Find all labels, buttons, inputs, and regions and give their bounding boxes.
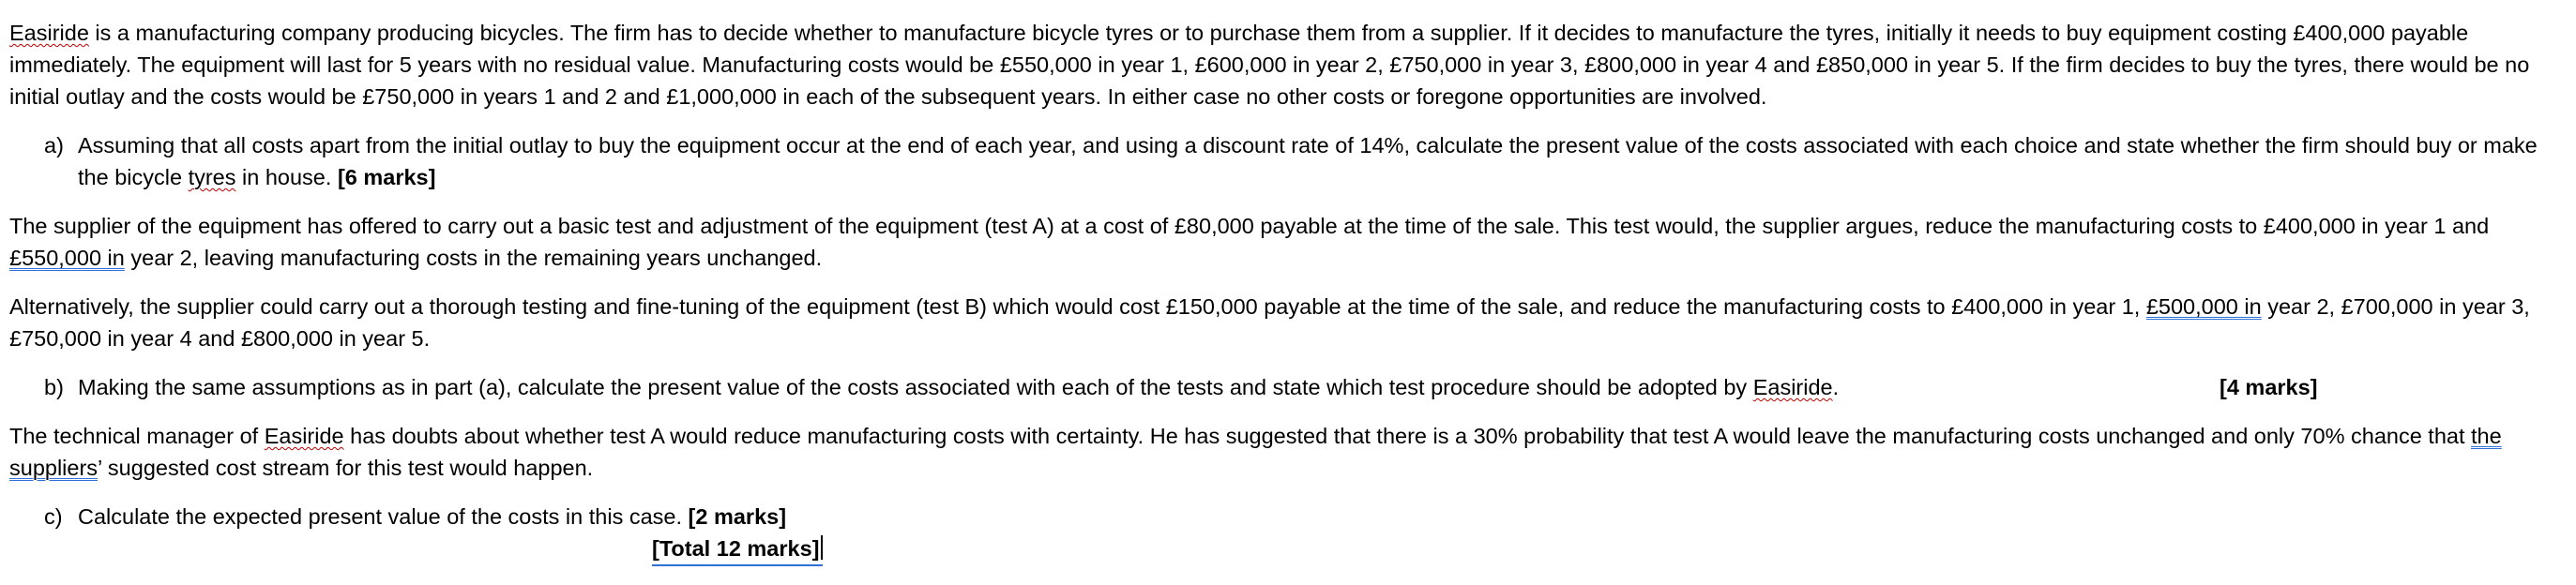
spelling-flag-tyres: tyres: [188, 165, 236, 189]
test-b-paragraph: [9, 291, 2570, 354]
question-c-text-body: Calculate the expected present value of the costs in this case.: [78, 504, 689, 529]
total-marks-line: [9, 532, 2570, 564]
total-marks-text: [Total 12 marks]: [652, 536, 820, 561]
grammar-flag-500000: £500,000 in: [2145, 294, 2262, 319]
question-c: [9, 501, 2570, 532]
question-a-text-start: Assuming that all costs apart from the initial outlay to buy the equipment occur at the end of each year, and using a discount rate of 14%, calculate the present value of the costs associated with each choice and state whether the firm should buy or make the bicycle: [78, 133, 2538, 189]
question-c-marks: [2 marks]: [688, 504, 787, 529]
company-name: Easiride: [9, 21, 89, 45]
question-a-text: [78, 129, 2570, 193]
question-a: [9, 129, 2570, 193]
question-a-label: a): [44, 133, 64, 158]
question-c-label: c): [44, 504, 63, 529]
manager-text-middle: has doubts about whether test A would reduce manufacturing costs with certainty. He has suggested that there is a 30% probability that test A would leave the manufacturing costs unchanged and only 70% chance that: [343, 424, 2472, 448]
text-cursor: [821, 535, 823, 560]
question-c-text: [78, 501, 2570, 532]
manager-text-end: ’ suggested cost stream for this test would happen.: [98, 456, 594, 480]
question-a-marks: [6 marks]: [337, 165, 436, 189]
intro-text: is a manufacturing company producing bicycles. The firm has to decide whether to manufacture bicycle tyres or to purchase them from a supplier. If it decides to manufacture the tyres, initially it needs to buy equipment costing £400,000 payable immediately. The equipment will last for 5 years with no residual value. Manufacturing costs would be £550,000 in year 1, £600,000 in year 2, £750,000 in year 3, £800,000 in year 4 and £850,000 in year 5. If the firm decides to buy the tyres, there would be no initial outlay and the costs would be £750,000 in years 1 and 2 and £1,000,000 in each of the subsequent years. In either case no other costs or foregone opportunities are involved.: [9, 21, 2530, 109]
question-b: [9, 371, 2570, 403]
question-b-text: [78, 371, 2570, 403]
test-a-paragraph: [9, 210, 2570, 274]
test-a-text-start: The supplier of the equipment has offered to carry out a basic test and adjustment of the equipment (test A) at a cost of £80,000 payable at the time of the sale. This test would, the supplier argues, reduce the manufacturing costs to £400,000 in year 1 and: [9, 214, 2490, 238]
question-b-text-end: .: [1832, 375, 1840, 399]
test-a-text-end: year 2, leaving manufacturing costs in the remaining years unchanged.: [124, 246, 823, 270]
grammar-flag-550000: £550,000 in: [9, 246, 125, 270]
company-name: Easiride: [1752, 375, 1833, 399]
intro-paragraph: [9, 17, 2570, 112]
grammar-flag-suppliers: the suppliers: [9, 424, 2502, 480]
manager-text-start: The technical manager of: [9, 424, 265, 448]
company-name: Easiride: [264, 424, 344, 448]
question-a-text-end: in house.: [235, 165, 338, 189]
document-page: [9, 17, 2570, 564]
question-b-marks: [4 marks]: [2220, 375, 2318, 399]
manager-paragraph: [9, 420, 2570, 484]
test-b-text-start: Alternatively, the supplier could carry out a thorough testing and fine-tuning of the equipment (test B) which would cost £150,000 payable at the time of the sale, and reduce the manufacturing costs to £400,000 in year 1,: [9, 294, 2146, 319]
question-b-label: b): [44, 375, 64, 399]
question-b-text-start: Making the same assumptions as in part (a), calculate the present value of the costs associated with each of the tests and state which test procedure should be adopted by: [78, 375, 1753, 399]
test-b-text-end: year 2, £700,000 in year 3, £750,000 in year 4 and £800,000 in year 5.: [9, 294, 2530, 351]
total-marks: [652, 532, 823, 566]
